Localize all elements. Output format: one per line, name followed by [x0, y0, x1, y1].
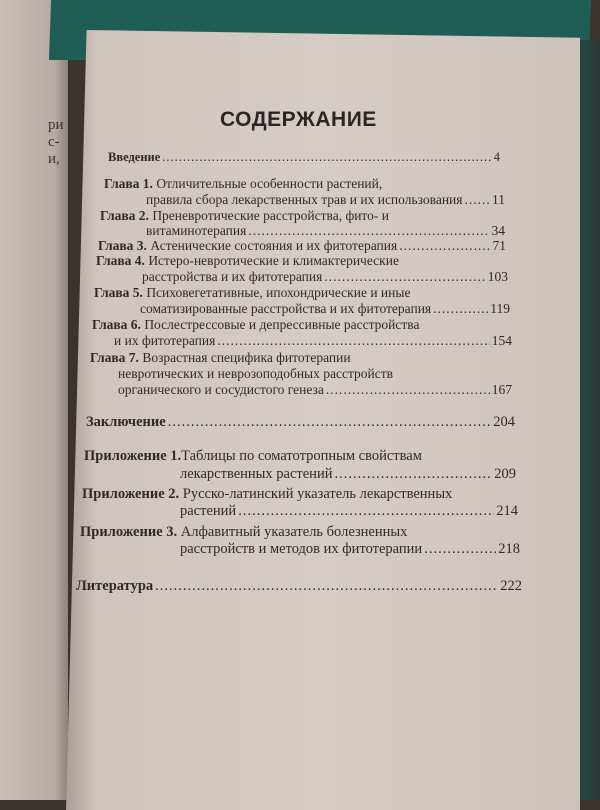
entry-text: Русско-латинский указатель лекарственных: [182, 486, 453, 502]
entry-text: витаминотерапия: [146, 223, 247, 238]
toc-entry-chapter-4: [96, 253, 500, 269]
page-number: 167: [491, 382, 512, 397]
dot-leader: [168, 414, 492, 431]
entry-label: Заключение: [86, 414, 166, 430]
page-number: 103: [487, 269, 508, 284]
entry-text: Астенические состояния и их фитотерапия: [150, 238, 398, 253]
left-page-text: и,: [48, 151, 60, 167]
page-title: СОДЕРЖАНИЕ: [220, 108, 377, 131]
left-page: [0, 0, 68, 800]
page-number: 222: [500, 578, 522, 594]
entry-text: лекарственных растений: [180, 466, 333, 482]
entry-text: Послестрессовые и депрессивные расстройства: [144, 317, 420, 332]
toc-entry-intro: [108, 150, 500, 165]
dot-leader: [162, 150, 491, 165]
toc-entry-appendix-1-cont: [180, 466, 516, 483]
left-page-text: ри: [48, 117, 64, 133]
entry-label: Глава 6.: [92, 317, 141, 332]
entry-text: Алфавитный указатель болезненных: [180, 524, 408, 540]
dot-leader: [217, 333, 489, 349]
entry-text: Таблицы по соматотропным свойствам: [181, 448, 422, 464]
dot-leader: [399, 238, 490, 254]
toc-entry-chapter-4-cont: [142, 269, 508, 285]
entry-text: растений: [180, 503, 237, 519]
toc-entry-appendix-1: [84, 448, 500, 465]
entry-text: Психовегетативные, ипохондрические и иные: [146, 285, 411, 300]
toc-entry-chapter-1: [104, 176, 500, 192]
entry-text: органического и сосудистого генеза: [118, 382, 324, 397]
entry-text: невротических и неврозоподобных расстройств: [118, 366, 394, 381]
dot-leader: [326, 382, 490, 398]
page-number: 34: [491, 223, 505, 238]
dot-leader: [433, 301, 488, 317]
toc-entry-appendix-3-cont: [180, 541, 520, 558]
entry-text: расстройств и методов их фитотерапии: [180, 541, 423, 557]
toc-entry-chapter-7-cont: [118, 366, 500, 382]
toc-entry-chapter-3: [98, 238, 506, 254]
dot-leader: [238, 503, 494, 520]
toc-entry-chapter-5: [94, 285, 500, 301]
entry-label: Глава 1.: [104, 176, 153, 191]
dot-leader: [248, 223, 489, 239]
toc-entry-appendix-3: [80, 524, 500, 541]
toc-entry-chapter-2: [100, 208, 500, 224]
entry-text: Истеро-невротические и климактерические: [148, 253, 399, 268]
page-number: 119: [490, 301, 510, 316]
page-number: 4: [493, 150, 500, 164]
toc-entry-appendix-2-cont: [180, 503, 518, 520]
toc-entry-chapter-7-cont: [118, 382, 512, 398]
page-number: 209: [494, 466, 516, 482]
page-number: 154: [491, 333, 512, 348]
toc-entry-chapter-6-cont: [114, 333, 512, 349]
page-number: 71: [492, 238, 506, 253]
entry-text: Преневротические расстройства, фито- и: [152, 208, 389, 223]
page-number: 214: [496, 503, 518, 519]
entry-label: Литература: [76, 578, 154, 594]
entry-label: Введение: [108, 150, 161, 164]
dot-leader: [155, 578, 498, 595]
toc-entry-chapter-2-cont: [146, 223, 505, 239]
dot-leader: [464, 192, 490, 208]
entry-label: Глава 7.: [90, 350, 139, 365]
entry-label: Глава 4.: [96, 253, 145, 268]
dot-leader: [424, 541, 496, 558]
dot-leader: [324, 269, 485, 285]
page-number: 218: [498, 541, 520, 557]
toc-entry-chapter-5-cont: [140, 301, 510, 317]
toc-entry-conclusion: [86, 414, 515, 431]
entry-label: Глава 2.: [100, 208, 149, 223]
entry-label: Приложение 1.: [84, 448, 182, 464]
toc-entry-appendix-2: [82, 486, 500, 503]
toc-entry-references: [76, 578, 522, 595]
entry-label: Глава 3.: [98, 238, 147, 253]
entry-text: Отличительные особенности растений,: [156, 176, 383, 191]
entry-text: Возрастная специфика фитотерапии: [142, 350, 351, 365]
entry-text: соматизированные расстройства и их фитотерапия: [140, 301, 432, 316]
entry-text: и их фитотерапия: [114, 333, 216, 348]
entry-label: Приложение 3.: [80, 524, 178, 540]
entry-text: расстройства и их фитотерапия: [142, 269, 323, 284]
page-number: 11: [492, 192, 505, 207]
entry-label: Приложение 2.: [82, 486, 180, 502]
dot-leader: [334, 466, 492, 483]
left-page-text: с-: [48, 134, 60, 150]
entry-label: Глава 5.: [94, 285, 143, 300]
toc-entry-chapter-1-cont: [146, 192, 505, 208]
page-number: 204: [493, 414, 515, 430]
toc-entry-chapter-6: [92, 317, 500, 333]
entry-text: правила сбора лекарственных трав и их использования: [146, 192, 463, 207]
toc-entry-chapter-7: [90, 350, 500, 366]
